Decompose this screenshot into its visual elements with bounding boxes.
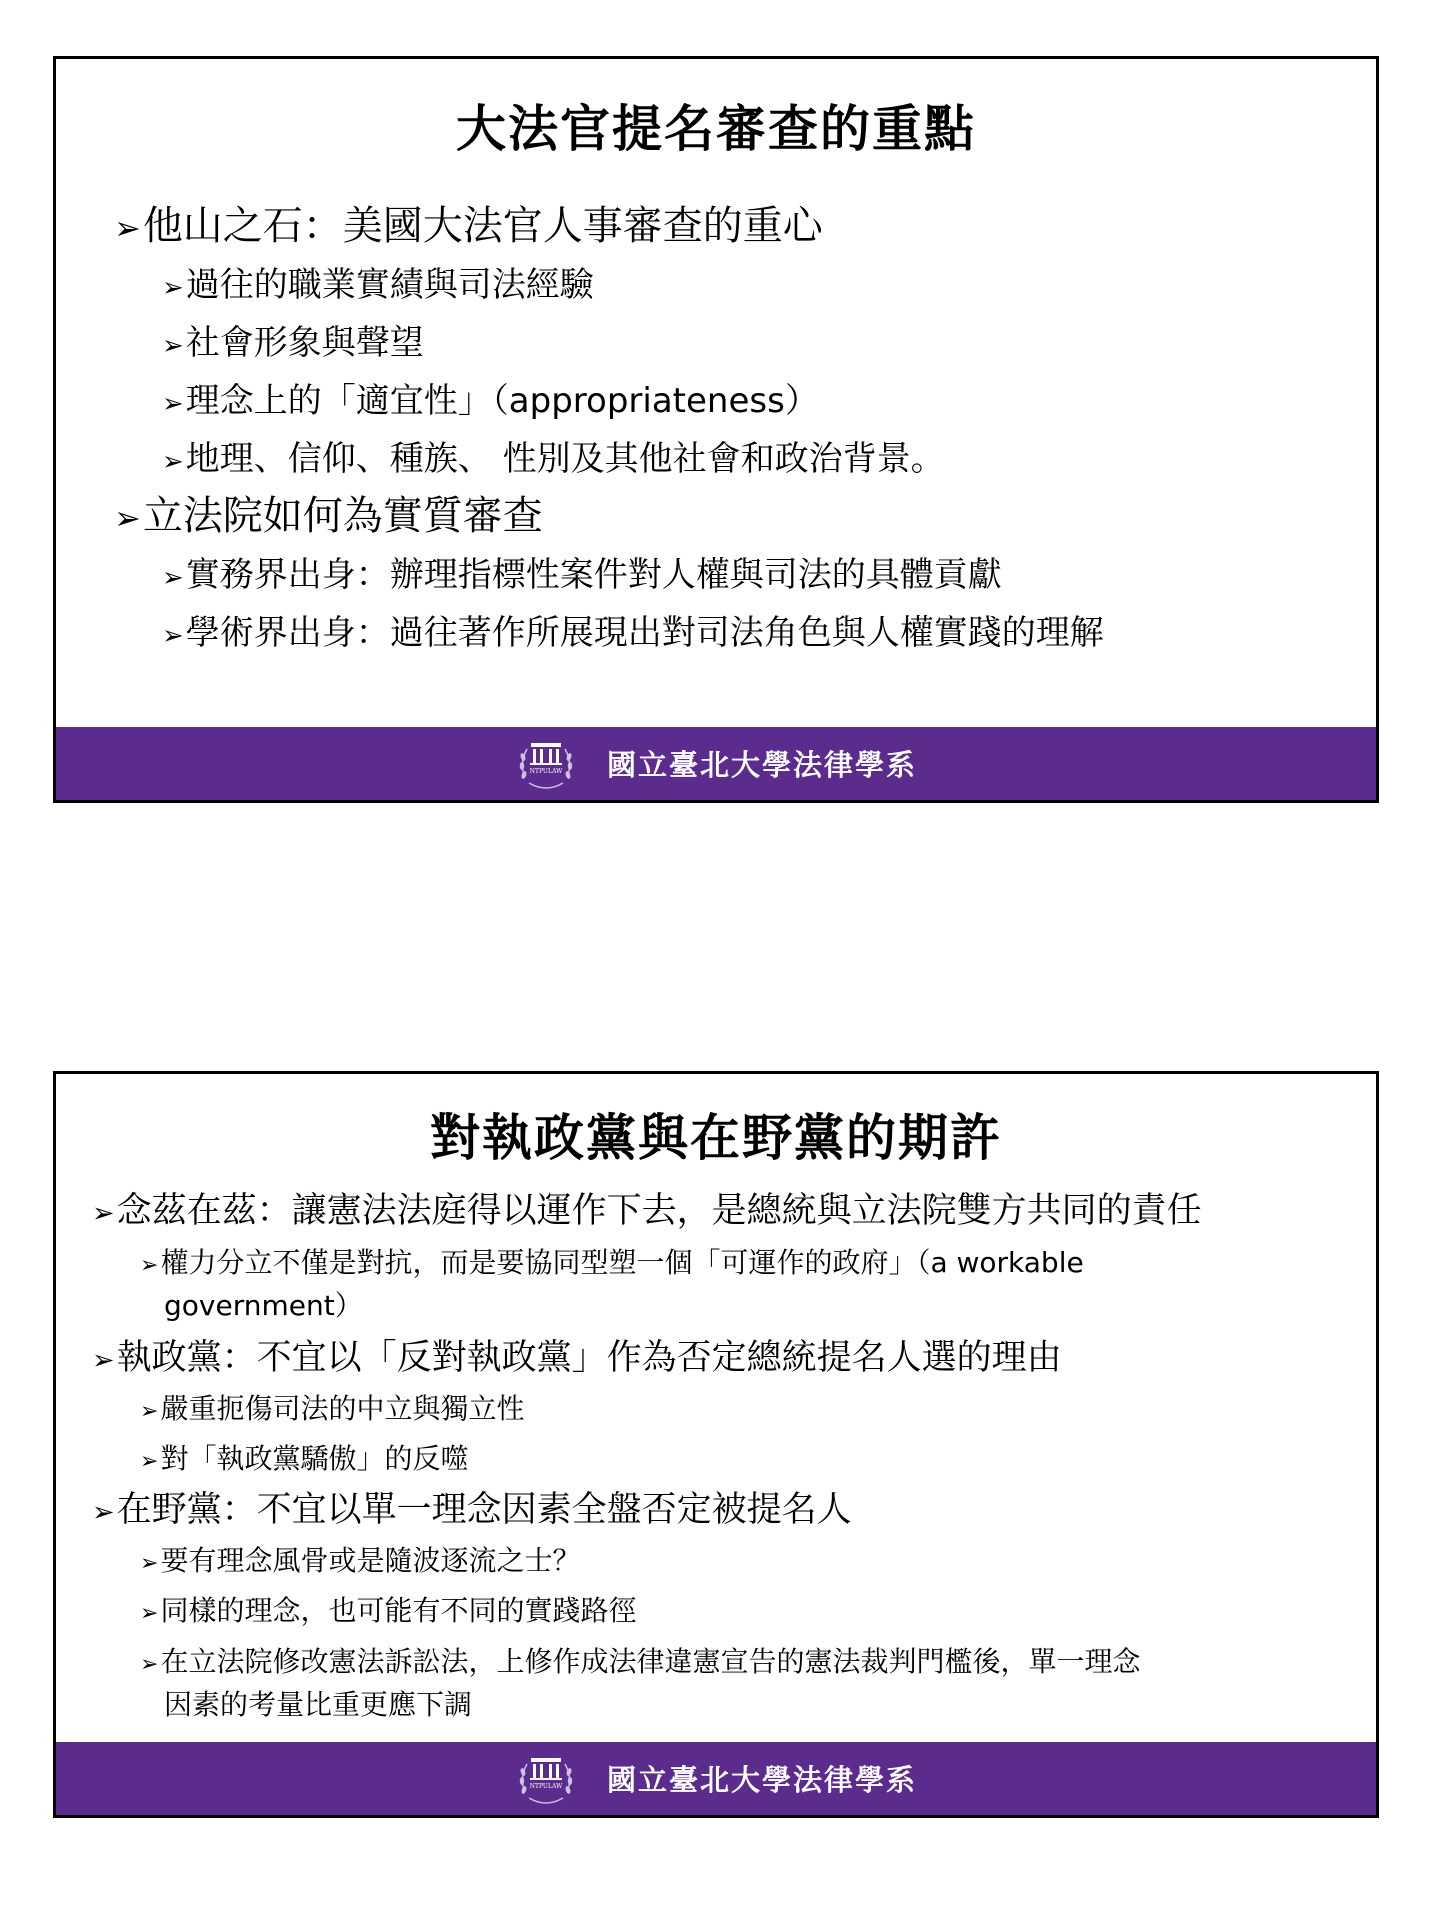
slide-2: [53, 1071, 1379, 1818]
arrow-bullet-icon: ➢: [92, 1198, 115, 1229]
slide-title: 對執政黨與在野黨的期許: [430, 1109, 1002, 1167]
sub-bullet-text: 要有理念風骨或是隨波逐流之士？: [160, 1544, 581, 1577]
sub-bullet-text: 理念上的「適宜性」（appropriateness）: [185, 381, 819, 421]
arrow-bullet-icon: ➢: [114, 499, 141, 537]
arrow-bullet-icon: ➢: [162, 563, 184, 593]
bullet-text: 他山之石：美國大法官人事審查的重心: [142, 203, 823, 249]
bullet-item: [56, 1332, 1376, 1384]
bullet-list: [56, 199, 1376, 663]
arrow-bullet-icon: ➢: [162, 389, 184, 419]
sub-bullet-text: 過往的職業實績與司法經驗: [185, 265, 594, 305]
sub-bullet-text: 權力分立不僅是對抗，而是要協同型塑一個「可運作的政府」（a workable: [160, 1246, 1084, 1279]
arrow-bullet-icon: ➢: [162, 621, 184, 651]
bullet-item: [56, 199, 1376, 257]
bullet-text: 執政黨：不宜以「反對執政黨」作為否定總統提名人選的理由: [116, 1338, 1062, 1378]
arrow-bullet-icon: ➢: [140, 1551, 159, 1576]
arrow-bullet-icon: ➢: [140, 1652, 159, 1677]
sub-bullet-text: 在立法院修改憲法訴訟法，上修作成法律違憲宣告的憲法裁判門檻後，單一理念: [160, 1645, 1141, 1678]
slide-footer: [56, 727, 1376, 800]
bullet-item: [56, 1484, 1376, 1536]
footer-org-name: 國立臺北大學法律學系: [606, 748, 917, 782]
sub-bullet-text: 社會形象與聲望: [185, 323, 424, 363]
sub-bullet-text: 同樣的理念，也可能有不同的實踐路徑: [160, 1594, 637, 1627]
bullet-item: [56, 489, 1376, 547]
arrow-bullet-icon: ➢: [140, 1601, 159, 1626]
sub-bullet-text: 對「執政黨驕傲」的反噬: [160, 1442, 469, 1475]
sub-bullet-item: [56, 1434, 1376, 1484]
sub-bullet-item: [56, 1384, 1376, 1434]
svg-text:NTPULAW: NTPULAW: [529, 1782, 563, 1790]
arrow-bullet-icon: ➢: [140, 1449, 159, 1474]
sub-bullet-item: [56, 1586, 1376, 1636]
sub-bullet-text: 地理、信仰、種族、 性別及其他社會和政治背景。: [185, 439, 945, 479]
sub-bullet-item: [56, 1636, 1376, 1731]
sub-bullet-text: 實務界出身：辦理指標性案件對人權與司法的具體貢獻: [185, 555, 1002, 595]
arrow-bullet-icon: ➢: [162, 331, 184, 361]
arrow-bullet-icon: ➢: [162, 273, 184, 303]
sub-bullet-item: [56, 1237, 1376, 1332]
arrow-bullet-icon: ➢: [140, 1253, 159, 1278]
arrow-bullet-icon: ➢: [140, 1399, 159, 1424]
sub-bullet-item: [56, 1536, 1376, 1586]
sub-bullet-continuation: 因素的考量比重更應下調: [164, 1688, 473, 1721]
svg-text:NTPULAW: NTPULAW: [529, 767, 563, 775]
arrow-bullet-icon: ➢: [162, 447, 184, 477]
bullet-item: [56, 1185, 1376, 1237]
sub-bullet-item: [56, 257, 1376, 315]
sub-bullet-item: [56, 315, 1376, 373]
ntpulaw-logo-icon: [515, 1748, 577, 1810]
arrow-bullet-icon: ➢: [114, 209, 141, 247]
slide-title: 大法官提名審查的重點: [456, 100, 976, 158]
arrow-bullet-icon: ➢: [92, 1497, 115, 1528]
bullet-text: 立法院如何為實質審查: [142, 493, 543, 539]
bullet-text: 念茲在茲：讓憲法法庭得以運作下去，是總統與立法院雙方共同的責任: [116, 1191, 1202, 1231]
slide-footer: [56, 1742, 1376, 1815]
ntpulaw-logo-icon: [515, 733, 577, 795]
sub-bullet-continuation: government）: [164, 1289, 363, 1322]
sub-bullet-item: [56, 431, 1376, 489]
sub-bullet-item: [56, 605, 1376, 663]
slide-1: [53, 56, 1379, 803]
bullet-list: [56, 1185, 1376, 1731]
sub-bullet-item: [56, 547, 1376, 605]
bullet-text: 在野黨：不宜以單一理念因素全盤否定被提名人: [116, 1490, 852, 1530]
sub-bullet-text: 學術界出身：過往著作所展現出對司法角色與人權實踐的理解: [185, 613, 1104, 653]
sub-bullet-text: 嚴重扼傷司法的中立與獨立性: [160, 1392, 525, 1425]
arrow-bullet-icon: ➢: [92, 1345, 115, 1376]
sub-bullet-item: [56, 373, 1376, 431]
footer-org-name: 國立臺北大學法律學系: [606, 1763, 917, 1797]
